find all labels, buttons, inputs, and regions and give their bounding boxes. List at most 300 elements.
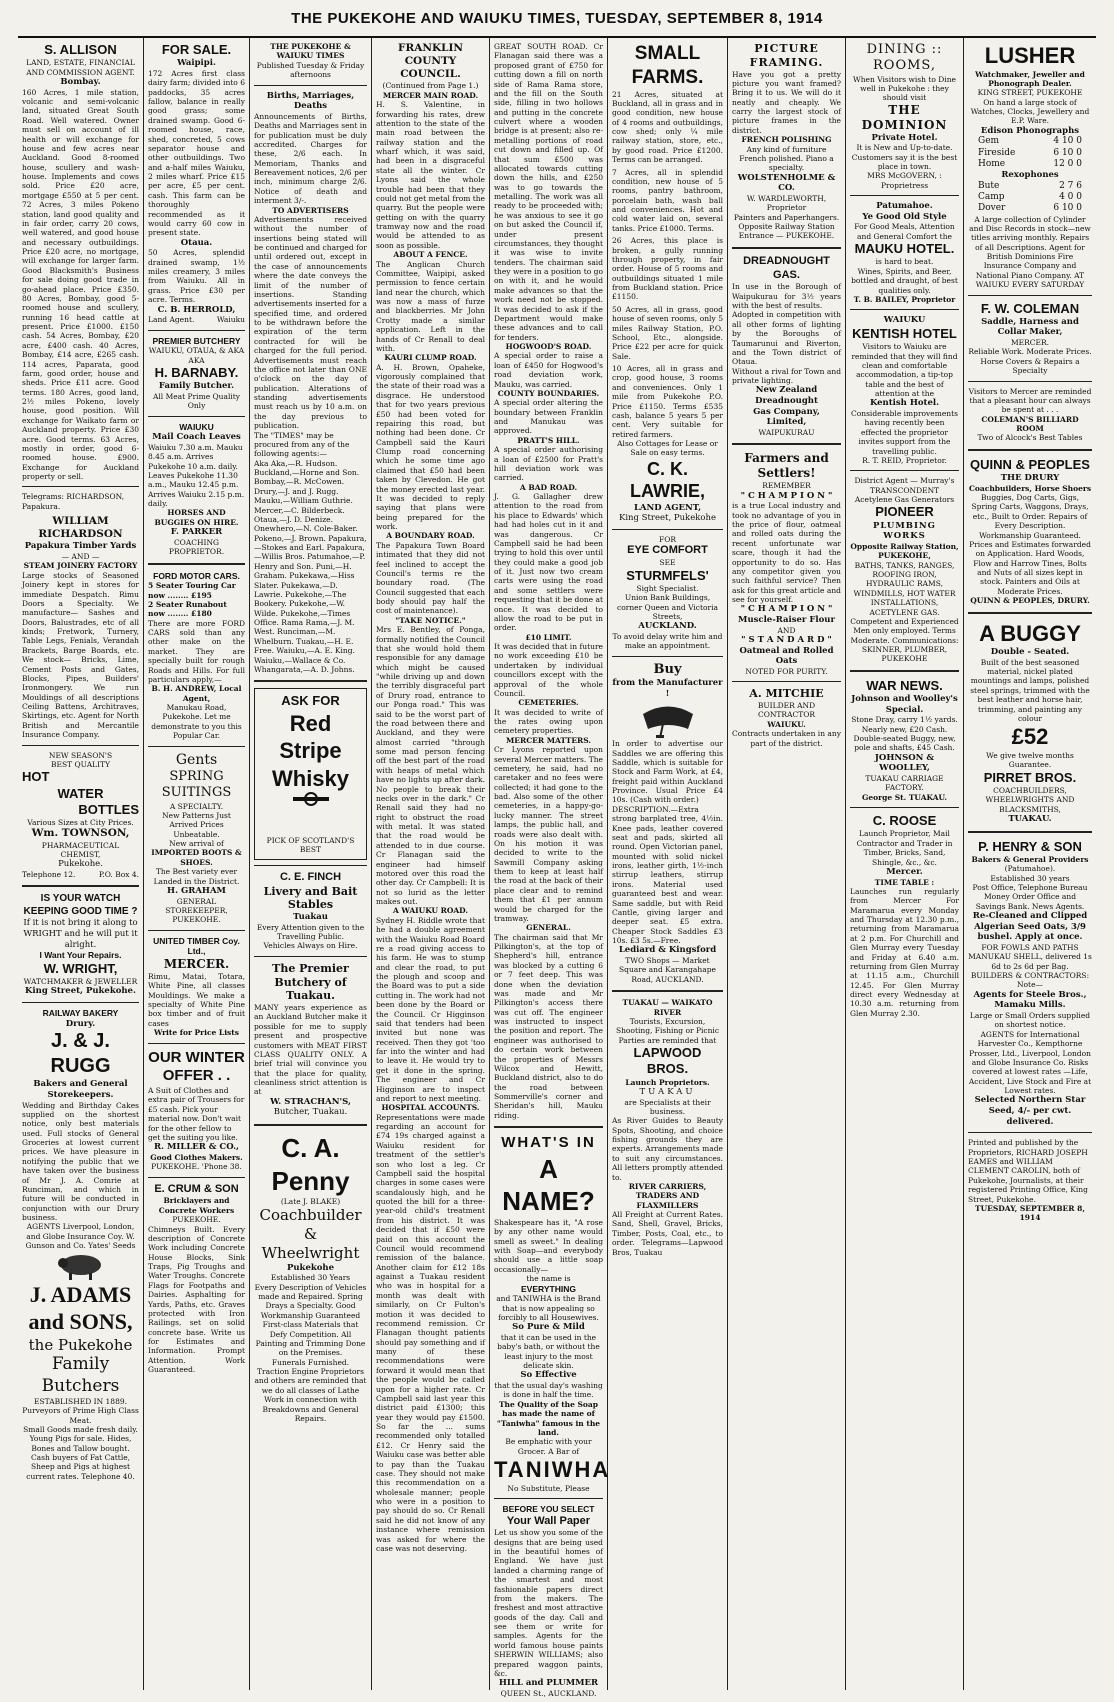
- council-sub-county: COUNTY BOUNDARIES.: [497, 388, 600, 398]
- penny-late: (Late J. BLAKE): [280, 1197, 341, 1206]
- buggy-text: Built of the best seasoned material, nickel plated mountings and lamps, polished steel springs, trimmed with the best leather and horse hair, trimming, and painting any colour: [970, 657, 1090, 723]
- adams-text4: Cash buyers of Fat Cattle, Sheep and Pigs at highest current rates. Telephone 40.: [26, 1453, 135, 1481]
- henry-est: Established 30 years: [990, 873, 1070, 883]
- lawrie-sub: LAND AGENT,: [633, 502, 702, 513]
- allison-telegram: Telegrams: RICHARDSON, Papakura.: [22, 492, 125, 511]
- townson-water: WATER: [57, 785, 104, 801]
- lediard-addr: TWO Shops — Market Square and Karangahape Road, AUCKLAND.: [619, 956, 716, 984]
- lusher-text: On hand a large stock of Watches, Clocks, Jewellery and E.P. Ware.: [970, 97, 1090, 126]
- barnaby-sub: Family Butcher.: [158, 381, 235, 392]
- finch-sub: Livery and Bait Stables: [263, 884, 358, 912]
- kentish-reid: R. T. REID, Proprietor.: [862, 455, 947, 465]
- champion-oatmeal: Oatmeal and Rolled Oats: [739, 645, 834, 667]
- price-item: Home: [978, 158, 1006, 169]
- henry-sub: Bakers & General Providers: [971, 854, 1089, 864]
- nzdread-sub: Gas Company, Limited,: [753, 406, 820, 428]
- richardson-sub2: STEAM JOINERY FACTORY: [23, 561, 138, 571]
- column-3: [250, 38, 372, 1690]
- mauku-text: Wines, Spirits, and Beer, bottled and draught, of best qualities only.: [851, 266, 958, 295]
- adams-text2: Small Goods made fresh daily.: [23, 1424, 138, 1434]
- french-head: FRENCH POLISHING: [741, 135, 832, 145]
- dining-text: When Visitors wish to Dine well in Pukekohe : they should visit: [853, 74, 956, 103]
- penny-text2: First-class Materials that Defy Competition. All Painting and Trimming Done on the Premises.: [255, 1320, 366, 1358]
- council-cont: (Continued from Page 1.): [382, 81, 479, 91]
- johnson-special: Johnson and Woolley's Special.: [851, 694, 958, 715]
- council-sub-boundary: A BOUNDARY ROAD.: [386, 531, 475, 541]
- townson-tel: Telephone 12.: [22, 869, 76, 879]
- framing-head: PICTURE FRAMING.: [749, 42, 824, 69]
- penny-name: C. A. Penny: [271, 1133, 350, 1196]
- mail-text: Waiuku 7.30 a.m. Mauku 8.45 a.m. Arrives Pukekohe 10 a.m. daily. Leaves Pukekohe 11.30 a.m., Mauku 12.45 p.m. Arrives Waiuku 2.15 p.m. daily.: [148, 442, 245, 508]
- saddle-icon: [638, 699, 698, 739]
- champion-text: is a true Local industry and took no advantage of you in the price of flour, oatmeal and rolled oats during the recent unfortunate war scare, though it had the opportunity to do so. Has any competitor given you such faithful service? Then ask for this great article and see for yourself.: [732, 501, 841, 604]
- adams-sons: and SONS,: [28, 1309, 133, 1334]
- offer-text: A Suit of Clothes and extra pair of Trousers for £5 cash. Pick your material now. Don't wait for the other fellow to get the suiting you like.: [148, 1086, 245, 1142]
- sturmfels-addr: Union Bank Buildings, corner Queen and Victoria Streets,: [617, 593, 718, 621]
- masthead: THE PUKEKOHE AND WAIUKU TIMES, TUESDAY, SEPTEMBER 8, 1914: [18, 10, 1096, 38]
- billiard-tables: Two of Alcock's Best Tables: [977, 433, 1083, 443]
- penny-est: Established 30 Years: [270, 1273, 351, 1283]
- lusher-text2: A large collection of Cylinder and Disc Records in stock—new titles arriving monthly. Repairs of all Descriptions. Agent for British Dominions Fire Insurance Company and National Piano Company. AT WAIUKU EVERY SATURDAY: [969, 214, 1091, 290]
- finch-name: C. E. FINCH: [279, 870, 342, 883]
- imprint-date: TUESDAY, SEPTEMBER 8, 1914: [975, 1203, 1085, 1223]
- pioneer-head: PIONEER: [875, 504, 934, 520]
- advert-head: TO ADVERTISERS: [272, 205, 349, 215]
- redstripe-ask: ASK FOR: [281, 693, 340, 709]
- price-row: [968, 159, 1092, 170]
- farm-cottages: Also Cottages for Lease or Sale on easy terms.: [617, 439, 718, 458]
- edison-table: [968, 136, 1092, 170]
- strachan-name: W. STRACHAN'S,: [270, 1096, 351, 1107]
- coleman-place: MERCER.: [1010, 338, 1050, 347]
- council-text8: GREAT SOUTH ROAD. Cr Flanagan said there was a proposed grant of £750 for cutting down a fill on north side of Rama Rama store, and the fill on the South side, filling in two hollows and putting in the concrete culvert where a wooden bridge is at present; also re-metalling portions of road cut down and filled up. Of that sum £500 was allocated towards cutting down the hills, and £250 was to go towards the metalling. The work was all ready to be proceeded with; he was anxious to see it go on but asked the Council if, under present circumstances, they thought it was wise to invite tenders. The chairman said they were in a position to go on with it, and he would make advances so that the work need not be stopped. It was decided to ask if the Department would make these advances and to call for tenders.: [494, 42, 603, 342]
- mitchie-place: WAIUKU.: [767, 719, 806, 729]
- richardson-sub: Papakura Timber Yards: [24, 541, 137, 552]
- price-row: [968, 148, 1092, 159]
- wright-sub: WATCHMAKER & JEWELLER: [23, 977, 138, 986]
- kentish-hotel: Kentish Hotel.: [869, 398, 940, 409]
- price-value: 4 10 0: [1053, 136, 1082, 147]
- henry-name: P. HENRY & SON: [978, 838, 1082, 854]
- johnson-sub: TUAKAU CARRIAGE FACTORY.: [865, 774, 944, 793]
- council-sub-cemeteries: CEMETERIES.: [518, 698, 579, 708]
- taniwha-pure: So Pure & Mild: [512, 1322, 585, 1333]
- lusher-sub: Watchmaker, Jeweller and Phonograph Dealer.: [975, 69, 1085, 88]
- pioneer-side: District Agent — Murray's TRANSCONDENT Acetylene Gas Generators: [854, 476, 955, 504]
- mauku-hotel: MAUKU HOTEL.: [854, 241, 955, 257]
- price-row: [968, 181, 1092, 192]
- henry-steele: Agents for Steele Bros., Mamaku Mills.: [973, 989, 1087, 1011]
- miller-name: R. MILLER & CO.,: [153, 1142, 240, 1153]
- framing-text: Have you got a pretty picture you want framed? Bring it to us. We will do it neatly and cheaply. We carry the largest stock of picture frames in the district.: [732, 69, 841, 135]
- roose-timetable: TIME TABLE :: [874, 877, 935, 887]
- townson-chem: PHARMACEUTICAL CHEMIST,: [41, 840, 120, 859]
- eye-head: EYE COMFORT: [627, 544, 708, 557]
- columns: [18, 38, 1096, 1698]
- hill-name: HILL and PLUMMER: [498, 1678, 599, 1689]
- council-text10: A special order altering the boundary between Franklin and Manukau was approved.: [494, 398, 603, 436]
- adams-est: ESTABLISHED IN 1889.: [33, 1396, 127, 1406]
- mitchie-name: A. MITCHIE: [749, 687, 824, 701]
- henry-northern: Selected Northern Star Seed, 4/- per cwt. delivered.: [974, 1095, 1086, 1127]
- saddle-text: In order to advertise our Saddles we are offering this Saddle, which is suitable for Stock and Farm Work, at £4, freight paid within Auckland Province. Usual Price £4 10s. (Cash with order.): [612, 739, 723, 805]
- taniwha-quality: The Quality of the Soap has made the name of "Taniwha" famous in the land.: [496, 1399, 601, 1437]
- taniwha-nosub: No Substitute, Please: [507, 1483, 590, 1493]
- miller-place: PUKEKOHE. 'Phone 38.: [151, 1162, 242, 1172]
- council-text7: Representations were made regarding an account for £74 19s charged against a Waiuku resident for treatment of the settler's son who lost a leg. Cr Campbell said the hospital charges in some cases were scandalously high, and he quoted the bill for a three-year-old child's treatment from his district. It was decided that if £50 were paid on this account the Council would recommend remission of the balance. Another claim for £12 18s against a Tuakau resident who was in hospital for a month was dealt with similarly, on Cr Fulton's motion it was decided to recommend remission. Cr Flanagan thought patients should pay something and if many of these recommendations were forward it would mean that the people would be called upon for a higher rate. Cr Campbell said last year this district paid £1300; this year they would pay £1500. So far the ... sums recommended only totalled £12. Cr Henry said the Waiuku case was better able to pay than the Tuakau case. They should not make this recommendation on a wholesale manner; people who were in a position to pay should do so. Cr Renall said he did not know of any instance where remission was asked for where the case was not deserving.: [376, 1112, 485, 1553]
- penny-text4: Traction Engine Proprietors and others are reminded that we do all classes of Lathe Work in connection with Breakdowns and General Repairs.: [254, 1367, 367, 1423]
- champion-and: AND: [777, 625, 796, 635]
- allison-town: Bombay.: [60, 77, 101, 87]
- kentish-head: KENTISH HOTEL: [852, 325, 957, 341]
- rexo-table: [968, 181, 1092, 215]
- champion-standard: " S T A N D A R D ": [741, 635, 832, 645]
- pirret-place: TUAKAU.: [1008, 813, 1052, 824]
- billiard-text: Visitors to Mercer are reminded that a pleasant hour can always be spent at . . .: [968, 386, 1092, 415]
- butchery-head: PREMIER BUTCHERY: [152, 335, 241, 346]
- richardson-text: Large stocks of Seasoned Joinery kept in stores for immediate Despatch. Rimu Doors a Specialty. We manufacture— Sashes and Doors, Balustrades, etc of all kinds; Fretwork, Turnery, Table Legs, Fenials, Verandah Brackets, Barge Boards, etc. We stock— Bricks, Lime, Cement Posts and Gates, Blocks, Pipes, Builders' Ironmongery. We run Mouldings of all descriptions Ceiling Battens, Architraves, Skirtings, etc. Agent for North British and Mercantile Insurance Company.: [22, 570, 139, 740]
- council-sub-hospital: HOSPITAL ACCOUNTS.: [381, 1103, 480, 1113]
- rugg-sub: Bakers and General Storekeepers.: [33, 1079, 128, 1100]
- utimber-place: MERCER.: [163, 956, 230, 971]
- watch-text: If it is not bring it along to WRIGHT and he will put it alright.: [23, 918, 138, 950]
- parker-sub: COACHING PROPRIETOR.: [168, 537, 225, 557]
- lapwood-text: As River Guides to Beauty Spots, Shooting, and choice fishing grounds they are experts. Arrangements made to suit any circumstances. All letters promptly attended to.: [612, 1116, 723, 1182]
- eye-for: FOR: [659, 535, 676, 544]
- plumbing-text: BATHS, TANKS, RANGES, ROOFING IRON, HYDRAULIC RAMS, WINDMILLS, HOT WATER INSTALLATIONS, ACETYLENE GAS. Competent and Experienced Men only employed. Terms Moderate. Communications:: [850, 560, 959, 645]
- eye-see: SEE: [659, 558, 676, 568]
- council-head: FRANKLIN COUNTY COUNCIL.: [398, 42, 463, 81]
- dread-text2: Adopted in competition with all other forms of lighting by the Boroughs of Taumarunui and Riverton, and the Town district of Otaua.: [732, 310, 841, 367]
- price-item: Fireside: [978, 147, 1016, 158]
- henry-place: (Patumahoe).: [1004, 864, 1056, 874]
- redstripe-whisky: Whisky: [271, 765, 350, 791]
- column-7: [728, 38, 846, 1690]
- dining-head: DINING :: ROOMS,: [866, 42, 943, 74]
- saddle-buy: Buy: [653, 661, 682, 677]
- suits-text3: The Best variety ever Landed in the District.: [153, 867, 240, 886]
- adams-text1: Purveyors of Prime High Class Meat.: [22, 1406, 139, 1425]
- townson-sizes: Various Sizes at City Prices.: [27, 818, 134, 827]
- penny-text3: Funerals Furnished.: [271, 1357, 350, 1367]
- roose-text: Launch Proprietor, Mail Contractor and Trader in Timber, Bricks, Sand, Shingle, &c., &c.: [856, 829, 953, 867]
- council-text1: H. S. Valentine, in forwarding his rates, drew attention to the state of the main road between the railway station and the wharf which, it was said, had been in a disgraceful state all the winter. Cr Lyons said the whole trouble had been that they could not get metal from the quarry. But the people were getting on with the quarry tramway now and the road would be attended to as soon as possible.: [376, 100, 485, 250]
- price-value: 4 0 0: [1059, 192, 1082, 202]
- council-text5: Mrs E. Bentley, of Ponga, formally notified the Council that she would hold them responsible for any damage which might be caused "while driving up and down the terribly disgraceful part of Drury road, entrance to our Ponga road." This was said to be the worst part of the road between there and Auckland, and they were almost carried "through some mad person fencing off the best part of the road with heaps of metal which have no lights up after dark. No people to break their necks over in the dark." Cr Renall said they had no right to obstruct the road with metal. It was stated that the road would be attended to in due course. Cr Flanagan said the engineer had himself motored over this road the other day. Cr Campbell: It is not so lurid as the letter makes out.: [376, 625, 485, 906]
- farms-head: SMALL FARMS.: [631, 43, 704, 88]
- henry-builders: BUILDERS & CONTRACTORS: Note—: [970, 971, 1090, 990]
- henry-steele-text: Large or Small Orders supplied on shortest notice.: [969, 1011, 1091, 1030]
- council-text13: It was decided that in future no work exceeding £10 be undertaken by individual councillors except with the approval of the whole Council.: [494, 642, 603, 698]
- finch-text2: Vehicles Always on Hire.: [263, 941, 358, 951]
- henry-agents: AGENTS for International Harvester Co., Kempthorne Prosser, Ltd., Liverpool, London and Globe Insurance Co. Risks covered at lowest rates —Life, Accident, Live Stock and Fire at Lowest rates.: [968, 1029, 1092, 1095]
- taniwha-is: and TANIWHA is the Brand that is now appealing so forcibly to all Housewives.: [496, 1294, 601, 1322]
- council-sub-mercer: MERCER MAIN ROAD.: [382, 90, 479, 100]
- lapwood-tourists: Tourists, Excursion, Shooting, Fishing or Picnic Parties are reminded that: [615, 1016, 720, 1045]
- henry-recleaned: Re-Cleaned and Clipped Algerian Seed Oats, 3/9 bushel. Apply at once.: [972, 911, 1088, 943]
- mail-place: WAIUKU: [179, 421, 214, 432]
- price-item: Dover: [978, 203, 1006, 214]
- buggy-guarantee: We give twelve months Guarantee.: [986, 750, 1074, 770]
- adams-family: Family Butchers: [41, 1354, 120, 1396]
- crum-text: Chimneys Built. Every description of Concrete Work including Concrete House Blocks, Sink Traps, Pig Troughs and Water Troughs. Concrete Flags for Footpaths and Dairies. Asphalting for Yards, Paths, etc. Graves protected with Iron Railings, set on solid concrete base. Write us for Estimates and Information. Prompt Attention. Work Guaranteed.: [148, 1224, 245, 1375]
- champion-farmers: Farmers and Settlers!: [744, 451, 829, 481]
- lapwood-river: TUAKAU — WAIKATO RIVER: [622, 998, 713, 1017]
- price-item: Gem: [978, 136, 1000, 147]
- pirret-sub: COACHBUILDERS, WHEELWRIGHTS AND BLACKSMITHS,: [985, 785, 1075, 814]
- taniwha-brand: TANIWHA: [494, 1457, 611, 1482]
- adams-name: J. ADAMS: [29, 1281, 132, 1307]
- townson-place: Pukekohe.: [58, 859, 103, 870]
- council-text2: The Anglican Church Committee, Waipipi, asked permission to fence certain land near the church, which was now a mass of furze and blackberries. Mr John Crotty made a similar application. Left in the hands of Cr Renall to deal with.: [376, 259, 485, 353]
- andrew-sub: Manukau Road, Pukekohe. Let me demonstrate to you this Popular Car.: [151, 703, 242, 741]
- andrew-name: B. H. ANDREW, Local Agent,: [151, 684, 242, 703]
- watch-want: I Want Your Repairs.: [39, 950, 122, 961]
- wolsten-sub: W. WARDLEWORTH, Proprietor: [746, 193, 827, 213]
- sturmfels-city: AUCKLAND.: [638, 621, 697, 632]
- townson-hot: HOT: [22, 769, 50, 785]
- rugg-name: J. & J. RUGG: [50, 1030, 111, 1078]
- buggy-price: £52: [1011, 724, 1049, 750]
- agents-text: Aka Aka,—R. Hudson. Buckland,—Horne and Son. Bombay,—R. McCowen. Drury,—J. and J. Rugg. Mauku,—William Guthrie. Mercer,—C. Bilderbeck. Otaua,—J. D. Denize. Onewhero,—N. Cole-Baker. Pokeno,—J. Brown. Papakura,—Stokes and Earl. Papakura,—Willis Bros. Patumahoe,—P. Henry and Son. Puni,—H. Graham. Pukekawa,—Hiss Slater. Pukekawa,—D. Lawrie. Pukekohe,—The Bookery. Pukekohe,—W. Wilde. Pukekohe,—Times Office. Rama Rama,—J. M. West. Runciman,—M. Whelburn. Tuakau,—H. E. Free. Waiuku,—A. E. King. Waiuku,—Wallace & Co. Whangarata,—A. D. Johns.: [254, 458, 367, 674]
- times-head: THE PUKEKOHE & WAIUKU TIMES: [270, 42, 351, 61]
- coleman-name: F. W. COLEMAN: [980, 300, 1080, 316]
- ford-text: There are more FORD CARS sold than any other make on the market. They are specially built for rough Roads and Hills. For full particulars apply,—: [148, 618, 245, 684]
- council-text15: Cr Lyons reported upon several Mercer matters. The cemetery, he said, had no caretaker and no fees were collected; it had gone to the bad. Also some of the other cemeteries, in a happy-go-lucky manner. The street lamps, the public hall, and roads were also dealt with. On his motion it was decided to write to the Sawmill Company asking them to keep at least half the road at the back of their place clear and to remind them that £1 per annum would be charged for the tramway.: [494, 745, 603, 923]
- champion-noted: NOTED FOR PURITY.: [745, 666, 828, 676]
- redstripe-ad: [254, 688, 367, 860]
- suits-imported: IMPORTED BOOTS & SHOES.: [151, 848, 242, 867]
- council-sub-fence: ABOUT A FENCE.: [393, 250, 468, 260]
- saddle-manufacturer: from the Manufacturer !: [612, 677, 723, 699]
- sturmfels-avoid: To avoid delay write him and make an appointment.: [612, 631, 723, 651]
- lediard-name: Lediard & Kingsford: [618, 945, 717, 956]
- taniwha-everything: EVERYTHING: [521, 1283, 576, 1294]
- otaua-head: Otaua.: [180, 237, 213, 248]
- pirret-name: PIRRET BROS.: [983, 769, 1077, 785]
- mauku-patumahoe: Patumahoe.: [876, 201, 933, 212]
- wolsten-name: WOLSTENHOLME & CO.: [737, 172, 836, 194]
- sturmfels-sight: Sight Specialist.: [636, 583, 699, 593]
- quinn-text: Buggies, Dog Carts, Gigs, Spring Carts, Waggons, Drays, etc., Built to Order. Repairs of Every Description. Workmanship Guaranteed. Prices and Estimates forwarded on Application. Hard Woods, Flow and Harrow Tines, Bolts and Nuts of all sizes kept in stock. Painters and Oils at Moderate Prices.: [969, 493, 1091, 596]
- crum-sub: Bricklayers and Concrete Workers: [158, 1196, 235, 1215]
- bakery-head: RAILWAY BAKERY: [42, 1008, 119, 1018]
- rugg-text: Wedding and Birthday Cakes supplied on the shortest notice, only best materials used. Full stocks of General Groceries at lowest current prices. We have pleasure in notifying the public that we have taken over the business of Mr J. A. Comrie at Runciman, and which in future will be conducted in conjunction with our Drury business.: [22, 1100, 139, 1222]
- price-item: Bute: [978, 180, 1000, 191]
- quinn-name: QUINN & PEOPLES: [970, 456, 1090, 472]
- johnson-text2: Double-seated Buggy, new, pole and shafts, £45 Cash.: [853, 734, 956, 753]
- council-sub-mercer-matters: MERCER MATTERS.: [505, 735, 592, 745]
- lusher-place: KING STREET, PUKEKOHE: [977, 88, 1083, 98]
- council-sub-notice: "TAKE NOTICE.": [395, 615, 466, 625]
- buggy-head: A BUGGY: [979, 620, 1081, 646]
- townson-name: Wm. TOWNSON,: [31, 827, 130, 840]
- council-sub-bad: A BAD ROAD.: [519, 482, 578, 492]
- taniwha-name-is: the name is: [526, 1274, 571, 1284]
- council-text3: A. H. Brown, Opaheke, vigorously complained that the state of their road was a disgrace. He understood that for two years previous £50 had been voted for repairing this road, but nothing had been done. Cr Campbell said the Kauri Clump road concerning which he some time ago claimed that £50 had been taken by Clevedon. He got the money erected last year. It was decided to reply saying that plans were being prepared for the work.: [376, 362, 485, 531]
- lawrie-place: King Street, Pukekohe: [618, 513, 716, 524]
- buggy-sub: Double - Seated.: [990, 647, 1070, 657]
- bmd-head: Births, Marriages, Deaths: [266, 90, 355, 112]
- redstripe-brand: Red Stripe: [279, 710, 342, 763]
- plumbing-head: PLUMBING WORKS: [873, 520, 936, 542]
- ford-line2: 2 Seater Runabout now ........ £180: [148, 599, 227, 619]
- herrold-sub: Land Agent.: [148, 315, 195, 325]
- parker-name: F. PARKER: [170, 527, 223, 538]
- otaua-text: 50 Acres, splendid drained swamp, 1½ miles creamery, 3 miles from Waiuku. All in grass. Price £30 per acre. Terms.: [148, 248, 245, 305]
- wright-name: W. WRIGHT,: [43, 960, 118, 976]
- council-text16: The chairman said that Mr Pilkington's, at the top of Shepherd's hill, entrance was blocked by a cutting 6 or 7 feet deep. This was done when the deviation was made and Mr Pilkington's access there was cut off. The engineer was instructed to inspect the position and report. The engineer was authorised to do certain work between the properties of Messrs Wilcox and Hewitt, Buckland district, also to do the road between Sommerville's corner and Sheridan's hill, Mauku riding.: [494, 932, 603, 1120]
- dominion-text: It is New and Up-to-date. Customers say it is the best place in town.: [851, 143, 958, 171]
- lapwood-tuakau: TUAKAU: [639, 1086, 696, 1097]
- mitchie-sub: BUILDER AND CONTRACTOR: [757, 701, 816, 720]
- lapwood-specialists: are Specialists at their business.: [624, 1097, 711, 1116]
- column-4: [372, 38, 490, 1690]
- price-item: Camp: [978, 192, 1005, 202]
- council-text9: A special order to raise a loan of £450 for Hogwood's road deviation work, Mauku, was carried.: [494, 351, 603, 389]
- roose-place: Mercer.: [886, 866, 923, 877]
- price-row: [968, 203, 1092, 214]
- price-row: [968, 192, 1092, 203]
- taniwha-emph: Be emphatic with your Grocer. A Bar of: [505, 1437, 592, 1456]
- council-sub-waiuku: A WAIUKU ROAD.: [392, 906, 469, 916]
- council-text14: It was decided to write of the rates owing upon cemetery properties.: [494, 707, 603, 736]
- dominion-mcgovern: MRS McGOVERN, : Proprietress: [867, 171, 942, 190]
- ford-head: FORD MOTOR CARS.: [153, 570, 240, 581]
- council-sub-hogwood: HOGWOOD'S ROAD.: [505, 342, 592, 351]
- farm-5: 10 Acres, all in grass and crop, good house, 3 rooms and conveniences. Only 1 mile from Pukekohe P.O. Price £1150. Terms £535 cash, balance 5 years 5 per cent. Very suitable for retired farmers.: [612, 364, 723, 439]
- council-text4: The Papakura Town Board intimated that they did not feel inclined to accept the Council's terms re the boundary road. (The Council suggested that each body should pay half the cost of maintenance).: [376, 540, 485, 616]
- henry-text: Post Office, Telephone Bureau Money Order Office and Savings Bank. News Agents.: [972, 882, 1088, 911]
- dread-text3: Without a rival for Town and private lighting.: [732, 366, 841, 385]
- lapwood-name: LAPWOOD BROS.: [633, 1045, 702, 1077]
- hill-addr: QUEEN St., AUCKLAND.: [500, 1688, 597, 1698]
- champion-remember: REMEMBER: [762, 481, 811, 491]
- herrold-name: C. B. HERROLD,: [157, 304, 236, 315]
- imprint-text: Printed and published by the Proprietors, RICHARD JOSEPH EAMES and WILLIAM CLEMENT CAROLIN, both of Pukekohe, Journalists, at their registered Printing Office, King Street, Pukekohe.: [968, 1138, 1088, 1204]
- mauku-bailey: T. B. BAILEY, Proprietor: [853, 294, 956, 304]
- bmd-text: Announcements of Births, Deaths and Marriages sent in for publication must be duly accredited. Charges for these, 2/6 each. In Memoriam, Thanks and Bereavement notices, 2/6 per inch, minimum charge 2/6. Notice of death and interment 3/-.: [254, 111, 367, 206]
- quinn-footer: QUINN & PEOPLES, DRURY.: [970, 596, 1090, 606]
- mauku-beat: is hard to beat.: [875, 257, 934, 267]
- suits-gents: Gents: [175, 751, 218, 768]
- farm-4: 50 Acres, all in grass, good house of seven rooms, only 5 miles Railway Station, P.O. School, Etc., alongside. Price £22 per acre for quick Sale.: [612, 304, 723, 361]
- farm-3: 26 Acres, this place is broken, a gully running through property, in fair order. House of 5 rooms and outbuildings situated 1 mile from Buckland station. Price £1150.: [612, 236, 723, 302]
- penny-text: Every Description of Vehicles made and Repaired. Spring Drays a Specialty. Good Workmanship Guaranteed: [254, 1282, 367, 1320]
- adams-place: the Pukekohe: [28, 1335, 133, 1354]
- column-5: [490, 38, 611, 1698]
- taniwha-whats: WHAT'S IN: [501, 1134, 596, 1152]
- quinn-place: THE DRURY: [1000, 473, 1060, 483]
- townson-box: P.O. Box 4.: [98, 869, 139, 879]
- billiard-name: COLEMAN'S BILLIARD ROOM: [981, 414, 1079, 433]
- taniwha-aname: A NAME?: [502, 1153, 595, 1217]
- miller-sub: Good Clothes Makers.: [150, 1152, 243, 1162]
- crum-name: E. CRUM & SON: [154, 1182, 239, 1195]
- graham-sub: GENERAL STOREKEEPER, PUKEKOHE.: [165, 896, 228, 925]
- wallpaper-before: BEFORE YOU SELECT: [502, 1503, 595, 1514]
- council-text12: J. G. Gallagher drew attention to the road from his place to Edwards' which had had holes cut in it and was dangerous. Cr Campbell said he had been trying to hold this over until they could make a good job of it. Just now two cream carts were using the road and some settlers were requesting that it be done at once. It was decided to allow the road to be put in order.: [494, 492, 603, 633]
- french-text: Any kind of furniture French polished. Piano a specialty.: [739, 144, 834, 173]
- dominion-private: Private Hotel.: [871, 132, 938, 143]
- nzdread-place: WAIPUKURAU: [758, 427, 815, 437]
- champion-muscle: Muscle-Raiser Flour: [738, 615, 835, 625]
- column-2: [144, 38, 250, 1690]
- suits-head: SPRING SUITINGS: [161, 769, 232, 801]
- taniwha-effective: So Effective: [520, 1370, 577, 1381]
- wallpaper-text: Let us show you some of the designs that are being used in the beautiful homes of England. We have just landed a charming range of the smartest and most fashionable papers direct from the makers. The freshest and most attractive goods of the day. Call and see them or write for samples. Agents for the world famous house paints SHERWIN WILLIAMS; also prepared waggon paints, &c.: [494, 1528, 603, 1678]
- nzdread-name: New Zealand Dreadnought: [755, 385, 818, 406]
- taniwha-text: Shakespeare has it, "A rose by any other name would smell as sweet." In dealing with Soap—and everybody should use a little soap occasionally—: [494, 1217, 603, 1274]
- johnson-place: George St. TUAKAU.: [861, 792, 948, 802]
- mail-horses: HORSES AND BUGGIES ON HIRE.: [154, 508, 239, 527]
- suits-spec: A SPECIALTY.: [169, 801, 224, 811]
- mail-head: Mail Coach Leaves: [152, 432, 241, 443]
- council-sub-pratt: PRATT'S HILL.: [517, 435, 580, 445]
- sale-place: Waipipi.: [177, 58, 216, 69]
- column-9: [964, 38, 1096, 1690]
- quinn-sub: Coachbuilders, Horse Shoers: [968, 483, 1092, 493]
- townson-line1: NEW SEASON'S: [48, 750, 113, 760]
- henry-fowls: FOR FOWLS AND PATHS MANUKAU SHELL, delivered 1s 6d to 2s 6d per Bag.: [968, 942, 1092, 971]
- plumbing-place: Opposite Railway Station, PUKEKOHE,: [850, 541, 959, 561]
- saddle-desc: DESCRIPTION.—Extra strong barplated tree, 4½in. Knee pads, leather covered seat and pads, skirted all round. Open Victorian panel, mounted with solid nickel irons, leather girth, 1½-inch stirrup leathers, stirrup irons. Material used guaranteed best and wear. Same saddle, but with Reid Cantle, giving larger and deeper seat. £5 extra. Cheaper Stock Saddles £3 10s. £3 5s.—Free.: [612, 804, 723, 945]
- sturmfels-name: STURMFELS': [626, 567, 709, 583]
- crum-place: PUKEKOHE.: [172, 1215, 221, 1225]
- column-1: [18, 38, 144, 1690]
- lawrie-name: C. K. LAWRIE,: [630, 458, 705, 502]
- roose-tt-text: Launches run regularly from Mercer For Maramarua every Monday and Thursday at 12.30 p.m., returning from Maramarua at 2 p.m. For Churchill and Glen Murray every Tuesday and Friday at 6.40 a.m. returning from Glen Murray at 11.15 a.m., Churchill 12.45. For Glen Murray direct every Wednesday at 10.30 a.m. returning from Glen Murray 2.30.: [850, 886, 959, 1018]
- wolsten-text: Painters and Paperhangers. Opposite Railway Station Entrance — PUKEKOHE.: [733, 212, 840, 241]
- premier-head: The Premier Butchery of Tuakau.: [272, 961, 349, 1003]
- allison-name: S. ALLISON: [44, 42, 117, 57]
- townson-line2: BEST QUALITY: [50, 759, 111, 769]
- dread-head: DREADNOUGHT GAS.: [743, 254, 830, 281]
- champion-brand2: " C H A M P I O N ": [740, 604, 833, 615]
- coleman-sub: Saddle, Harness and Collar Maker,: [981, 316, 1079, 338]
- roose-name: C. ROOSE: [872, 813, 937, 829]
- finch-place: Tuakau: [293, 912, 328, 922]
- lapwood-sub: Launch Proprietors.: [625, 1077, 710, 1087]
- column-6: [608, 38, 728, 1690]
- penny-sub: Coachbuilder & Wheelwright: [259, 1206, 362, 1262]
- coleman-text: Reliable Work. Moderate Prices. Horse Covers & Repairs a Specialty: [968, 347, 1092, 376]
- kentish-text2: Considerable improvements having recently been effected the proprietor invites support from the travelling public.: [851, 409, 958, 456]
- premier-text: MANY years experience as an Auckland Butcher make it possible for me to supply present and prospective customers with MEAT FIRST CLASS QUALITY ONLY. A brief trial will convince you that the place for quality, cleanliness strict attention is at: [254, 1003, 367, 1097]
- sale-text: 172 Acres first class dairy farm; divided into 6 paddocks, 35 acres fallow, balance in really good grass; some drained swamp. Good 6-roomed house, race, shed, concreted, 5 cows separator house and other outbuildings. Two and a-half miles Waiuku, 2 miles wharf. Price £15 per acre, £5 per cent. cash. This farm can be thoroughly recommended as it would carry 60 cow in present state.: [148, 68, 245, 238]
- council-text11: A special order authorising a loan of £2500 for Pratt's hill deviation work was carried.: [494, 445, 603, 483]
- utimber-name: UNITED TIMBER Coy. Ltd.,: [153, 935, 240, 957]
- sale-head: FOR SALE.: [161, 42, 232, 57]
- kentish-text: Visitors to Waiuku are reminded that they will find clean and comfortable accommodation, a tip-top table and the best of attention at the: [851, 342, 958, 398]
- taniwha-effective-text: that the usual day's washing is done in half the time.: [494, 1381, 603, 1400]
- crest-icon: [291, 792, 331, 806]
- richardson-and: — AND —: [61, 552, 100, 561]
- times-pub: Published Tuesday & Friday afternoons: [256, 60, 365, 80]
- suits-text2: New arrival of: [169, 839, 224, 848]
- butchery-places: WAIUKU, OTAUA, & AKA AKA: [148, 346, 245, 365]
- utimber-write: Write for Price Lists: [154, 1028, 239, 1038]
- agents-head: The "TIMES" may be procured from any of the following agents:—: [254, 430, 350, 459]
- bakery-place: Drury.: [65, 1018, 96, 1029]
- wallpaper-head: Your Wall Paper: [506, 1514, 591, 1527]
- johnson-name: JOHNSON & WOOLLEY,: [874, 752, 935, 774]
- council-sub-general: GENERAL.: [526, 923, 571, 933]
- edison-head: Edison Phonographs: [980, 125, 1080, 136]
- allison-text: 160 Acres, 1 mile station, volcanic and semi-volcanic land, situated Great South Road. Well watered. Owner must sell on account of ill health or will exchange for house and few acres near Auckland. Good 8-roomed house, scullery and wash-house. Implements and cows sold. Price £20 acre, mortgage £550 at 5 per cent. 72 Acres, 3 miles Pokeno station, land good quality and in fair order, carry 20 cows, well watered, and good house and necessary outbuildings. Price £20 acre, no mortgage, will exchange for larger farm. Good Blacksmith's Business for sale doing good trade in go-ahead place. Price £350. 80 Acres, Bombay, good 5-roomed house and scullery, running 16 head cattle at present. Price £1000. £150 cash. 54 Acres, Bombay, £20 acre, £400 cash. 40 Acres, Bombay, £14 acre, £265 cash. 114 acres, Paparata, good farm, good order, house and sheds. Price £11 acre. Good terms. 180 Acres, good land, 2½ miles Pokeno, lovely house, good position. Will exchange for Waikato farm or Auckland property. Price £30 acre. Good terms. 63 Acres, mostly in order, good 6-roomed house. £900. Exchange for Auckland property or sell.: [22, 87, 139, 481]
- price-value: 12 0 0: [1053, 158, 1082, 169]
- finch-text: Every Attention given to the Travelling Public.: [256, 922, 365, 941]
